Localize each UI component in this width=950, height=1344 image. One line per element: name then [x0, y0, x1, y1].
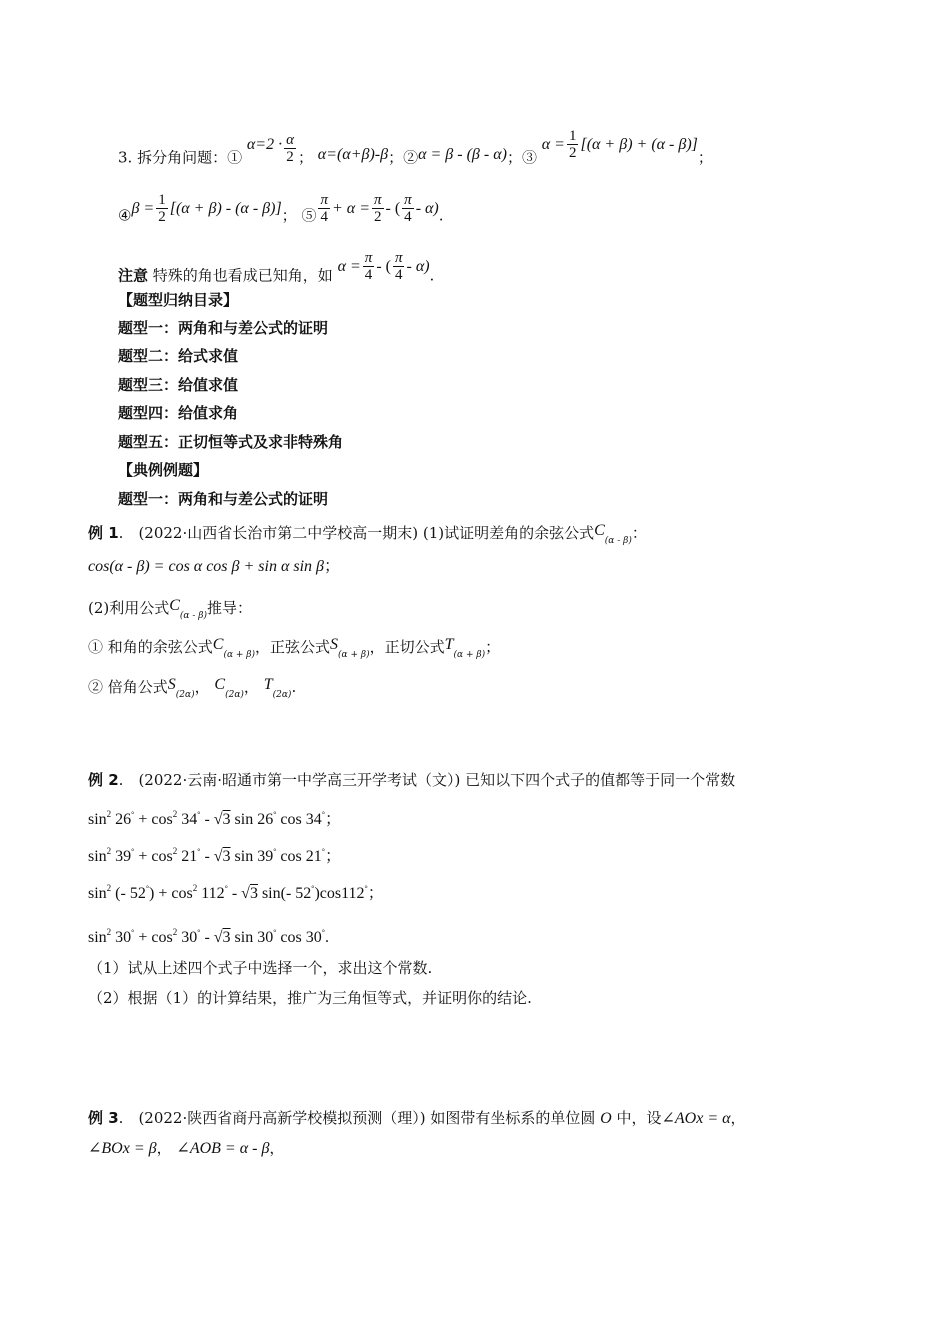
- formula-pi-quarter: $\frac{\pi}{4}$ + α = $\frac{\pi}{2}$ - ( $\frac{\pi}{4}$ - α): [320, 192, 439, 225]
- ex2-question-1: （1）试从上述四个式子中选择一个，求出这个常数.: [88, 959, 433, 977]
- note-line: 注意 特殊的角也看成已知角，如 α = $\frac{\pi}{4}$ - ( $\frac{\pi}{4}$ - α).: [118, 250, 435, 285]
- ex2-row-1: $\sin^2 26^\circ + \cos^2 34^\circ - √3$ sin 26° cos 34°；: [88, 809, 341, 828]
- ex2-text: . (2022·云南·昭通市第一中学高三开学考试（文）) 已知以下四个式子的值都等于同一个常数: [118, 771, 736, 789]
- circled-1: ①: [227, 148, 243, 167]
- ex2-row-3: $\sin^2$ (- $52^\circ) + \cos^2 112^\circ - √3$ sin(- 52°)cos112°；: [88, 883, 384, 902]
- circled-4: ④: [118, 206, 132, 225]
- formula-alpha-sum-diff: α=(α+β)-β: [317, 145, 389, 163]
- ex1-text: . (2022·山西省长治市第二中学校高一期末) (1)试证明差角的余弦公式: [118, 524, 595, 542]
- formula-alpha-double-lhs: α=2 ·: [246, 135, 283, 153]
- ex1-line-1: 例 1. (2022·山西省长治市第二中学校高一期末) (1)试证明差角的余弦公式$C_{(\alpha - \beta)}$：: [88, 522, 647, 546]
- formula-alpha-half-sum: α = $\frac{1}{2}$ [(α + β) + (α - β)]: [541, 128, 698, 161]
- circled-2: ②: [403, 148, 419, 167]
- catalog-heading: 【题型归纳目录】: [118, 291, 239, 309]
- split-angle-line-2: ④β = $\frac{1}{2}$ [(α + β) - (α - β)]； ⑤ $\frac{\pi}{4}$ + α = $\frac{\pi}{2}$ - ( $\frac{\pi}{4}$ - α).: [118, 192, 444, 225]
- type1-heading: 题型一：两角和与差公式的证明: [118, 490, 329, 508]
- formula-beta-half: β = $\frac{1}{2}$ [(α + β) - (α - β)]: [131, 192, 282, 225]
- ex3-label: 例 3: [88, 1109, 119, 1127]
- ex3-line-1: 例 3. (2022·陕西省商丹高新学校模拟预测（理）) 如图带有坐标系的单位圆 O 中，设∠AOx = α，: [88, 1109, 746, 1127]
- ex3-line-2: ∠BOx = β， ∠AOB = α - β，: [88, 1139, 285, 1157]
- circled-3: ③: [521, 148, 537, 167]
- catalog-item-2: 题型二：给式求值: [118, 347, 239, 365]
- catalog-item-4: 题型四：给值求角: [118, 404, 239, 422]
- note-label: 注意: [118, 266, 149, 285]
- catalog-item-3: 题型三：给值求值: [118, 376, 239, 394]
- ex2-row-2: $\sin^2 39^\circ + \cos^2 21^\circ - √3$ sin 39° cos 21°；: [88, 846, 341, 865]
- split-angle-prefix: 3. 拆分角问题：: [118, 148, 228, 167]
- catalog-item-1: 题型一：两角和与差公式的证明: [118, 319, 329, 337]
- ex1-part2: (2)利用公式$C_{(\alpha - \beta)}$推导：: [88, 597, 253, 621]
- ex1-formula: cos(α - β) = cos α cos β + sin α sin β；: [88, 558, 341, 575]
- ex2-row-4: $\sin^2 30^\circ + \cos^2 30^\circ - √3$ sin 30° cos 30°.: [88, 927, 329, 946]
- note-formula: α = $\frac{\pi}{4}$ - ( $\frac{\pi}{4}$ - α): [337, 250, 430, 283]
- catalog-item-5: 题型五：正切恒等式及求非特殊角: [118, 433, 344, 451]
- ex1-part4: ② 倍角公式$S_{(2\alpha)}$， $C_{(2\alpha)}$， $T_{(2\alpha)}$.: [88, 676, 297, 700]
- examples-heading: 【典例例题】: [118, 461, 209, 479]
- ex2-line-1: [88, 770, 735, 790]
- ex1-label: 例 1: [88, 524, 119, 542]
- ex1-part3: ① 和角的余弦公式$C_{(\alpha + \beta)}$，正弦公式$S_{(\alpha + \beta)}$，正切公式$T_{(\alpha + \beta)}$；: [88, 636, 501, 660]
- note-text: 特殊的角也看成已知角，如: [152, 266, 333, 285]
- split-angle-line-1: 3. 拆分角问题：① α=2 · $\frac{\alpha}{2}$ ； α=(α+β)-β；②α = β - (β - α)；③ α = $\frac{1}{2}$ [(α + β) + (α - β)]；: [118, 128, 713, 167]
- ex3-text: . (2022·陕西省商丹高新学校模拟预测（理）) 如图带有坐标系的单位圆: [118, 1109, 601, 1127]
- formula-alpha-beta: α = β - (β - α): [418, 145, 507, 163]
- formula-alpha-half: $\frac{\alpha}{2}$: [286, 132, 294, 165]
- circled-5: ⑤: [301, 206, 317, 225]
- ex2-label: 例 2: [88, 771, 119, 789]
- ex2-question-2: （2）根据（1）的计算结果，推广为三角恒等式，并证明你的结论.: [88, 989, 532, 1007]
